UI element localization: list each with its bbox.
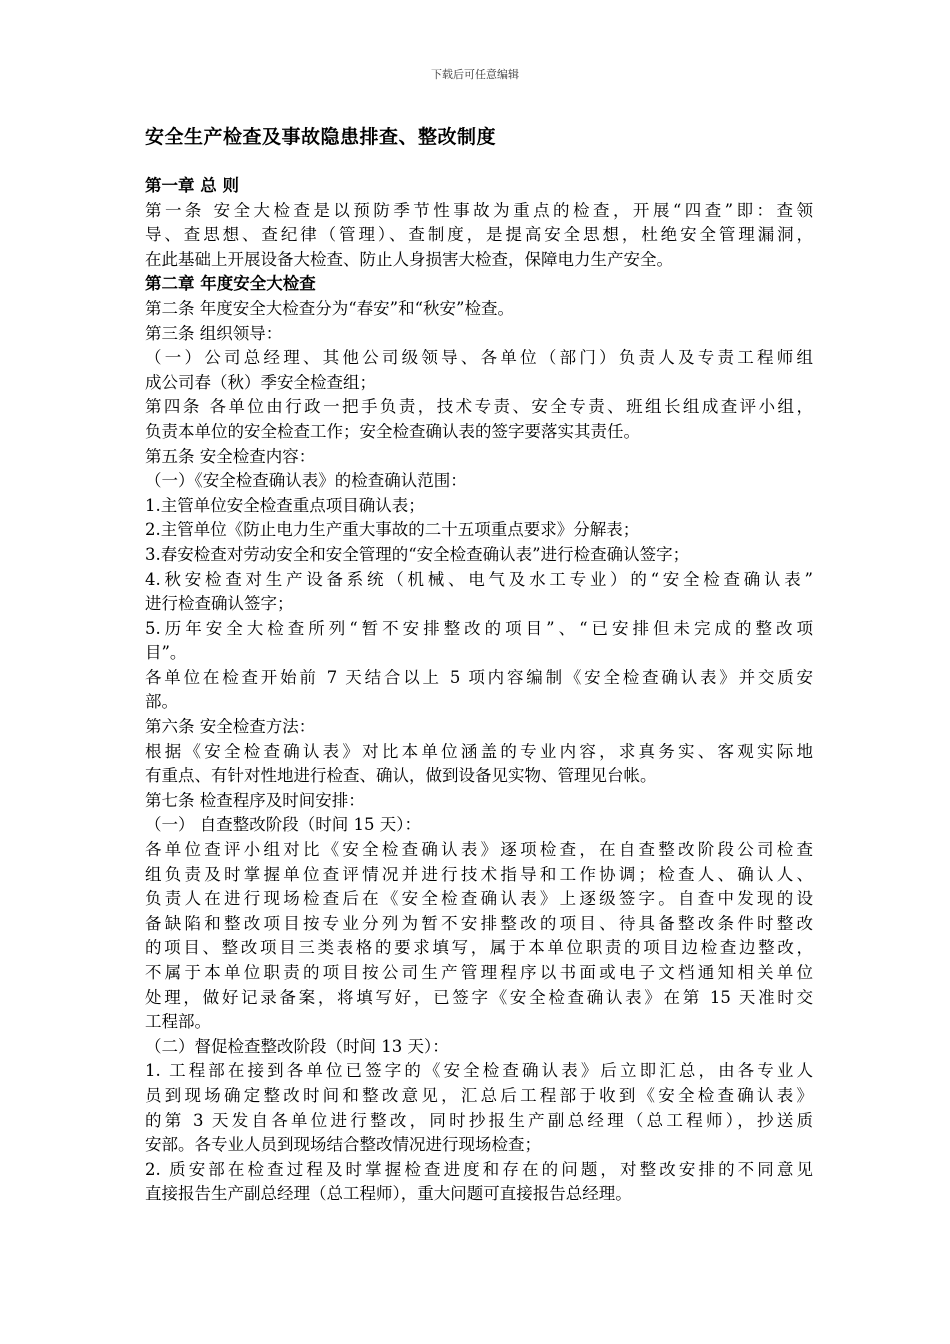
text-line: 第三条 组织领导： bbox=[145, 323, 283, 343]
page-header-note: 下载后可任意编辑 bbox=[431, 68, 519, 81]
text-line: 组负责及时掌握单位查评情况并进行技术指导和工作协调；检查人、确认人、 bbox=[145, 864, 813, 884]
text-line: 第五条 安全检查内容： bbox=[145, 446, 316, 466]
text-line: 各单位查评小组对比《安全检查确认表》逐项检查，在自查整改阶段公司检查 bbox=[145, 840, 813, 860]
text-line: 安部。各专业人员到现场结合整改情况进行现场检查； bbox=[145, 1135, 541, 1155]
text-line: 第四条 各单位由行政一把手负责，技术专责、安全专责、班组长组成查评小组， bbox=[145, 397, 813, 417]
text-line: 目”。 bbox=[145, 643, 187, 663]
text-line: 1.主管单位安全检查重点项目确认表； bbox=[145, 495, 425, 515]
text-line: 不属于本单位职责的项目按公司生产管理程序以书面或电子文档通知相关单位 bbox=[145, 963, 813, 982]
text-line: 进行检查确认签字； bbox=[145, 594, 294, 614]
text-line: 在此基础上开展设备大检查、防止人身损害大检查，保障电力生产安全。 bbox=[145, 249, 673, 269]
text-line: 4.秋安检查对生产设备系统（机械、电气及水工专业）的“安全检查确认表” bbox=[145, 569, 813, 589]
text-line: 1. 工程部在接到各单位已签字的《安全检查确认表》后立即汇总，由各专业人 bbox=[145, 1061, 813, 1081]
document-title: 安全生产检查及事故隐患排查、整改制度 bbox=[145, 126, 497, 148]
text-line: 负责本单位的安全检查工作；安全检查确认表的签字要落实其责任。 bbox=[145, 421, 640, 441]
text-line: （一）公司总经理、其他公司级领导、各单位（部门）负责人及专责工程师组 bbox=[145, 348, 813, 368]
text-line: 负责人在进行现场检查后在《安全检查确认表》上逐级签字。自查中发现的设 bbox=[145, 889, 813, 909]
text-line: 第二条 年度安全大检查分为“春安”和“秋安”检查。 bbox=[145, 298, 514, 318]
text-line: 员到现场确定整改时间和整改意见，汇总后工程部于收到《安全检查确认表》 bbox=[145, 1085, 813, 1105]
text-line: 2. 质安部在检查过程及时掌握检查进度和存在的问题，对整改安排的不同意见 bbox=[145, 1159, 813, 1179]
text-line: （一） 自查整改阶段（时间 15 天）： bbox=[145, 815, 421, 835]
text-line: 5.历年安全大检查所列“暂不安排整改的项目”、“已安排但未完成的整改项 bbox=[145, 618, 813, 638]
text-line: 导、查思想、查纪律（管理）、查制度，是提高安全思想，杜绝安全管理漏洞， bbox=[145, 225, 813, 245]
text-line: 有重点、有针对性地进行检查、确认，做到设备见实物、管理见台帐。 bbox=[145, 766, 657, 786]
text-line: 3.春安检查对劳动安全和安全管理的“安全检查确认表”进行检查确认签字； bbox=[145, 544, 690, 564]
text-line: 第一条 安全大检查是以预防季节性事故为重点的检查，开展“四查”即：查领 bbox=[145, 200, 813, 220]
text-line: 的项目、整改项目三类表格的要求填写，属于本单位职责的项目边检查边整改， bbox=[145, 938, 813, 958]
text-line: 各单位在检查开始前 7 天结合以上 5 项内容编制《安全检查确认表》并交质安 bbox=[145, 667, 813, 687]
text-line: 2.主管单位《防止电力生产重大事故的二十五项重点要求》分解表； bbox=[145, 520, 640, 540]
text-line: 根据《安全检查确认表》对比本单位涵盖的专业内容，求真务实、客观实际地 bbox=[145, 741, 813, 761]
document-text bbox=[145, 174, 813, 1207]
text-line: 第七条 检查程序及时间安排： bbox=[145, 790, 365, 810]
text-line: （二）督促检查整改阶段（时间 13 天）： bbox=[145, 1036, 449, 1056]
text-line: 部。 bbox=[145, 692, 178, 712]
text-line: 直接报告生产副总经理（总工程师），重大问题可直接报告总经理。 bbox=[145, 1184, 632, 1204]
text-line: 处理，做好记录备案，将填写好，已签字《安全检查确认表》在第 15 天准时交 bbox=[145, 987, 813, 1007]
text-line: 成公司春（秋）季安全检查组； bbox=[145, 372, 376, 392]
text-line: 的第 3 天发自各单位进行整改，同时抄报生产副总经理（总工程师），抄送质 bbox=[145, 1110, 813, 1130]
text-line: 工程部。 bbox=[145, 1012, 211, 1032]
text-line: 第六条 安全检查方法： bbox=[145, 717, 316, 737]
document-body bbox=[145, 124, 813, 1207]
text-line: （一）《安全检查确认表》的检查确认范围： bbox=[145, 471, 467, 491]
text-line: 备缺陷和整改项目按专业分列为暂不安排整改的项目、待具备整改条件时整改 bbox=[145, 913, 813, 933]
chapter-heading: 第二章 年度安全大检查 bbox=[145, 274, 316, 294]
chapter-heading: 第一章 总 则 bbox=[145, 176, 239, 195]
